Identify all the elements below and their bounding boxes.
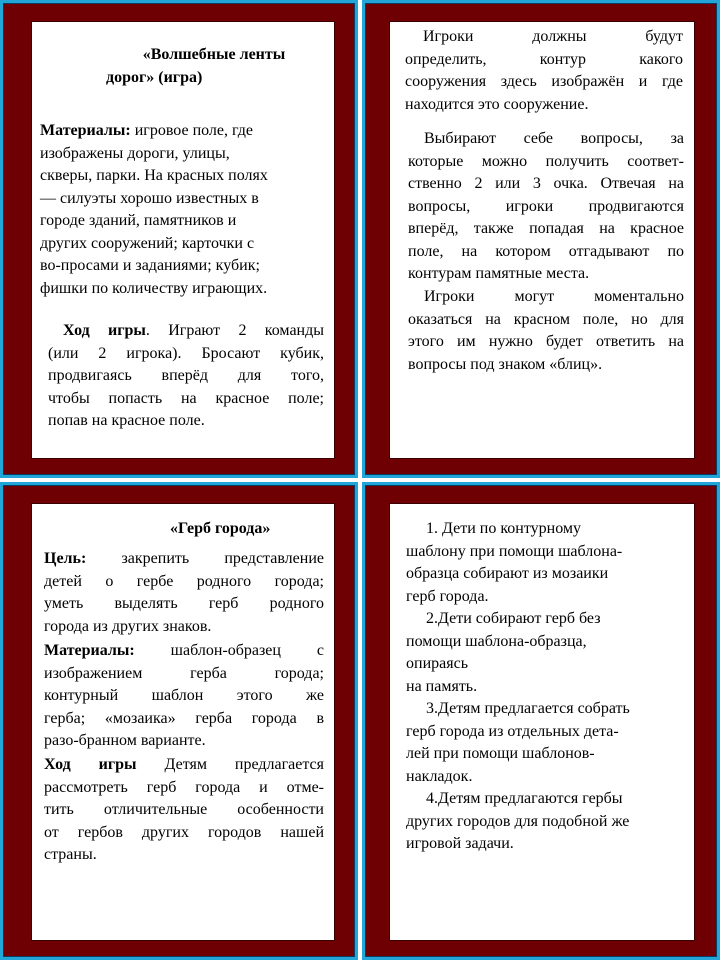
text-line: скверы, парки. На красных полях: [40, 167, 268, 184]
text-line: во-просами и заданиями; кубик;: [40, 257, 260, 274]
text-line: контурный шаблон этого же: [44, 687, 324, 704]
card-panel: [31, 21, 335, 459]
text-line: контурам памятные места.: [408, 265, 590, 282]
text-line: других сооружений; карточки с: [40, 234, 255, 252]
text-line: опираясь: [406, 655, 468, 672]
text-line: помощи шаблона-образца,: [406, 632, 587, 650]
card-panel: [389, 21, 695, 459]
text-line: тить отличительные особенности: [44, 801, 324, 818]
text-line: закрепить представление: [86, 550, 324, 567]
materials-label: Материалы:: [44, 642, 135, 659]
text-line: находится это сооружение.: [405, 95, 589, 113]
materials-label: Материалы:: [40, 122, 131, 139]
text-line: попав на красное поле.: [48, 412, 205, 429]
paragraph-3: [408, 286, 684, 376]
text-line: герб города из отдельных дета-: [406, 722, 619, 740]
text-line: продвигаясь вперёд для того,: [48, 367, 324, 384]
text-line: от гербов других городов нашей: [44, 823, 324, 841]
list-item: 4.Детям предлагаются гербы: [426, 790, 623, 807]
text-line: которые можно получить соответ-: [408, 152, 684, 170]
card-title: [32, 44, 336, 89]
text-line: образца собирают из мозаики: [406, 565, 609, 582]
game-paragraph: [44, 754, 324, 867]
text-line: детей о гербе родного города;: [44, 572, 324, 590]
text-line: поле, на котором отгадывают по: [408, 242, 684, 260]
text-line: изображением герба города;: [44, 664, 324, 682]
game-paragraph: [48, 320, 324, 433]
text-line: лей при помощи шаблонов-: [406, 745, 595, 762]
text-line: городе зданий, памятников и: [40, 212, 237, 229]
text-line: (или 2 игрока). Бросают кубик,: [48, 344, 324, 362]
card-game-continued: [362, 0, 720, 478]
text-line: фишки по количеству играющих.: [40, 279, 268, 297]
text-line: изображены дороги, улицы,: [40, 144, 230, 162]
goal-label: Цель:: [44, 550, 87, 567]
materials-paragraph: [40, 120, 330, 300]
text-line: шаблон-образец с: [134, 642, 324, 659]
card-city-emblem: [0, 482, 358, 960]
text-line: Детям предлагается: [136, 756, 324, 773]
text-line: рассмотреть герб города и отме-: [44, 778, 324, 796]
list-item: 3.Детям предлагается собрать: [426, 700, 630, 717]
text-line: уметь выделять герб родного: [44, 595, 324, 612]
text-line: — силуэты хорошо известных в: [40, 189, 259, 207]
goal-paragraph: [44, 548, 324, 638]
text-line: накладок.: [406, 767, 473, 785]
card-panel: [389, 503, 695, 941]
text-line: вопросы под знаком «блиц».: [408, 355, 603, 373]
text-line: города из других знаков.: [44, 617, 212, 635]
paragraph-1: [405, 26, 683, 116]
game-label: Ход игры: [63, 322, 146, 339]
text-line: герба; «мозаика» герба города в: [44, 709, 324, 727]
text-line: . Играют 2 команды: [145, 322, 324, 339]
game-label: Ход игры: [44, 756, 137, 773]
text-line: Игроки должны будут: [423, 28, 683, 45]
text-line: Игроки могут моментально: [424, 288, 684, 305]
title-line: «Волшебные ленты: [142, 46, 286, 63]
card-panel: [31, 503, 335, 941]
materials-paragraph: [44, 640, 324, 753]
text-line: на память.: [406, 677, 478, 695]
card-magic-roads: [0, 0, 358, 478]
text-line: чтобы попасть на красное поле;: [48, 389, 324, 407]
list-item: 2.Дети собирают герб без: [426, 610, 601, 627]
text-line: игровое поле, где: [130, 122, 254, 139]
card-emblem-variants: [362, 482, 720, 960]
text-line: шаблону при помощи шаблона-: [406, 542, 623, 560]
text-line: вперёд, также попадая на красное: [408, 220, 684, 237]
text-line: страны.: [44, 846, 97, 863]
paragraph-2: [408, 128, 684, 286]
text-line: герб города.: [406, 587, 489, 605]
card-title: «Герб города»: [170, 520, 271, 537]
text-line: Выбирают себе вопросы, за: [424, 130, 684, 147]
list-item: 1. Дети по контурному: [426, 520, 582, 537]
title-line: дорог» (игра): [106, 68, 203, 86]
text-line: этого им нужно будет ответить на: [408, 333, 684, 350]
text-line: определить, контур какого: [405, 50, 683, 68]
text-line: других городов для подобной же: [406, 812, 630, 830]
text-line: разо-бранном варианте.: [44, 732, 206, 749]
text-line: вопросы, игроки продвигаются: [408, 197, 684, 215]
text-line: ственно 2 или 3 очка. Отвечая на: [408, 175, 684, 192]
text-line: игровой задачи.: [406, 835, 514, 852]
variants-list: [406, 518, 686, 856]
text-line: оказаться на красном поле, но для: [408, 310, 684, 328]
text-line: сооружения здесь изображён и где: [405, 73, 683, 90]
